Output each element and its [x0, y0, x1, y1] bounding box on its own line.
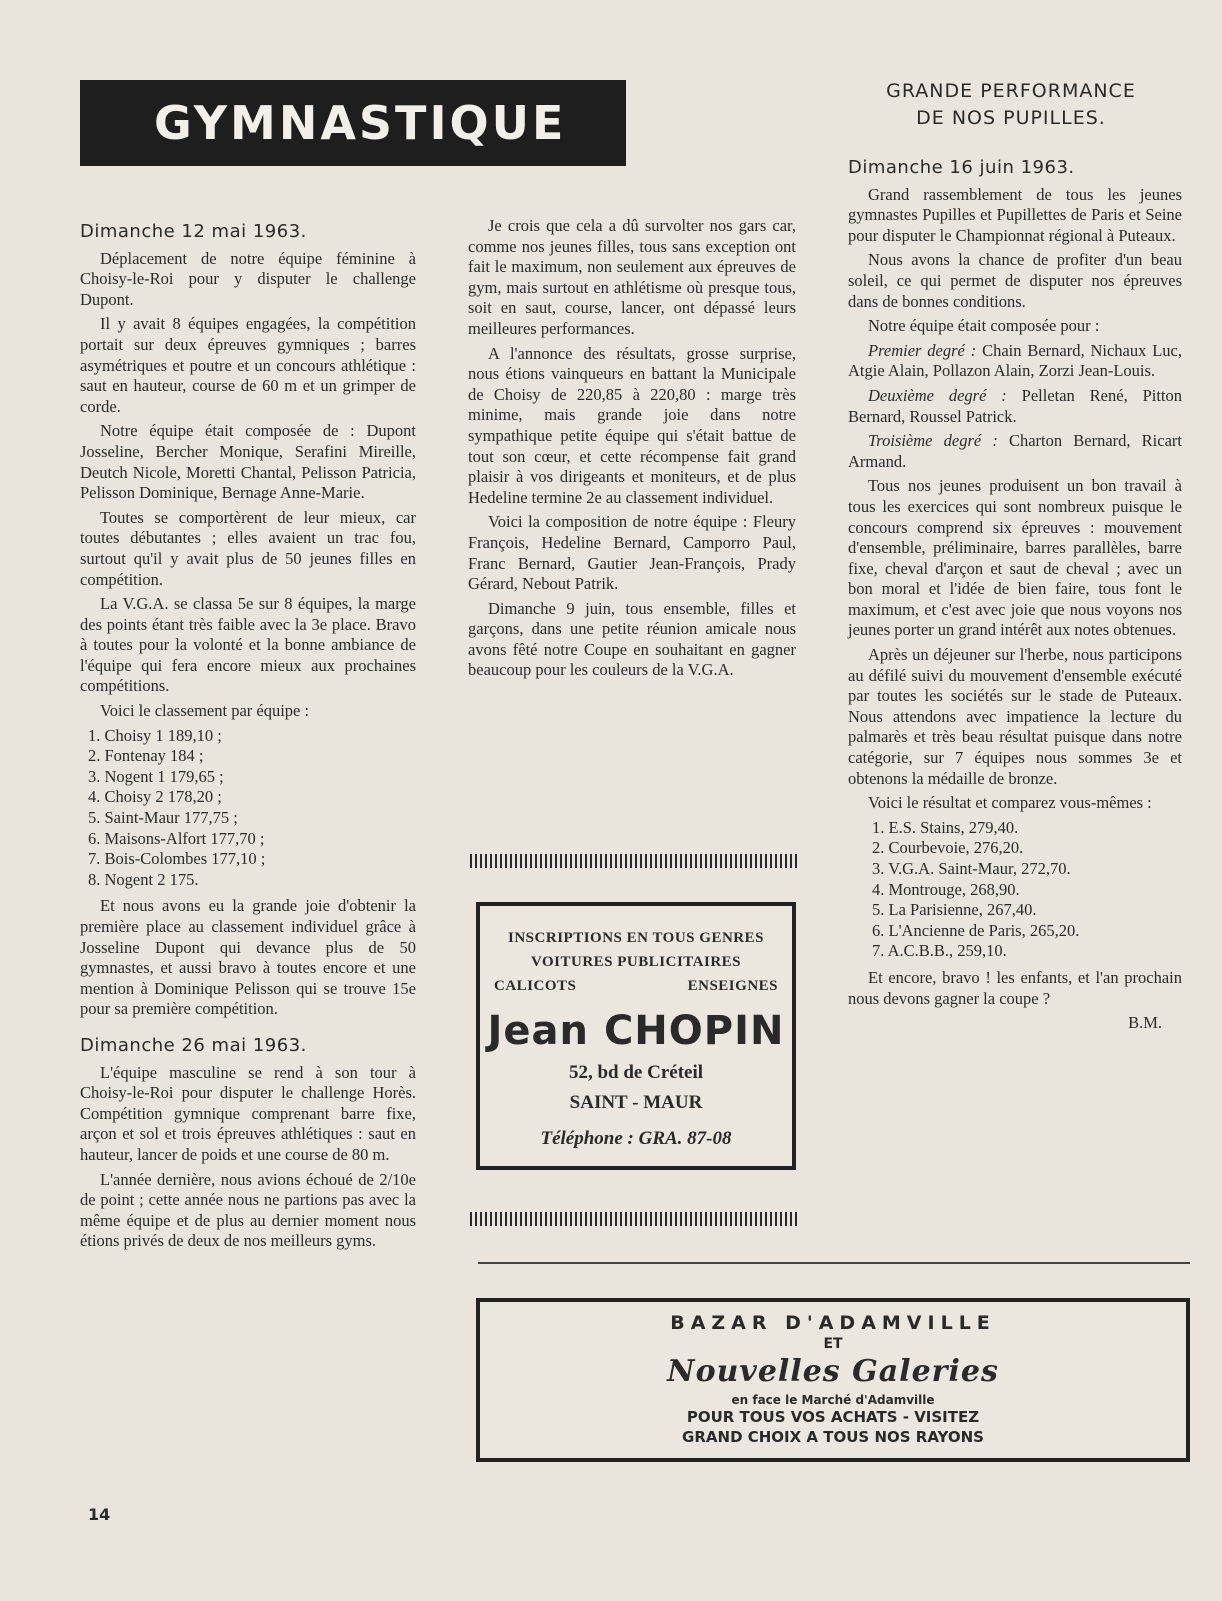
paragraph: [848, 341, 1182, 382]
list-item: 3. Nogent 1 179,65 ;: [88, 766, 224, 786]
ad-text: ENSEIGNES: [687, 978, 778, 994]
list-item: 1. E.S. Stains, 279,40.: [872, 817, 1019, 837]
section-title: GYMNASTIQUE: [154, 96, 567, 150]
list-item: 4. Choisy 2 178,20 ;: [88, 787, 222, 807]
ad-store-name: Nouvelles Galeries: [667, 1354, 999, 1389]
advertisement-chopin: [476, 902, 796, 1170]
ad-line: [480, 974, 792, 998]
column-2: [468, 216, 796, 685]
section-banner: [80, 80, 626, 166]
degree-names: Pelletan René, Pitton Bernard, Roussel Patrick.: [848, 385, 1183, 426]
date-heading: Dimanche 26 mai 1963.: [80, 1034, 307, 1056]
decorative-rule: [470, 1212, 798, 1226]
list-item: 6. Maisons-Alfort 177,70 ;: [88, 828, 265, 848]
list-item: 7. Bois-Colombes 177,10 ;: [88, 849, 266, 869]
list-item: 3. V.G.A. Saint-Maur, 272,70.: [872, 859, 1071, 878]
paragraph: Toutes se comportèrent de leur mieux, car toutes débutantes ; elles avaient un trac fou, surtout qu'il y avait plus de 50 jeunes filles en compétition.: [80, 507, 416, 589]
paragraph: Dimanche 9 juin, tous ensemble, filles et garçons, dans une petite réunion amicale nous avons fêté notre Coupe en souhaitant en gagner beaucoup pour les couleurs de la V.G.A.: [468, 598, 796, 680]
list-item: 8. Nogent 2 175.: [88, 869, 199, 889]
degree-names: Chain Bernard, Nichaux Luc, Atgie Alain, Pollazon Alain, Zorzi Jean-Louis.: [848, 340, 1183, 381]
paragraph: Et nous avons eu la grande joie d'obtenir la première place au classement individuel grâce à Josseline Dupont qui devance plus de 50 gymnastes, et aussi bravo à toutes encore et une mention à Dominique Pelisson qui se trouve 15e pour sa première compétition.: [80, 896, 416, 1019]
paragraph: [848, 431, 1182, 472]
list-item: 2. Courbevoie, 276,20.: [872, 838, 1024, 858]
list-item: 6. L'Ancienne de Paris, 265,20.: [872, 920, 1080, 940]
ad-line: en face le Marché d'Adamville: [731, 1393, 935, 1407]
article-headline-2: DE NOS PUPILLES.: [916, 107, 1106, 129]
paragraph: Après un déjeuner sur l'herbe, nous participons au défilé suivi du mouvement d'ensemble exécuté par toutes les sociétés sur le stade de Puteaux. Nous attendons avec impatience la lecture du palmarès et très beau résultat puisque dans notre catégorie, sur 7 équipes nous sommes 3e et obtenons la médaille de bronze.: [848, 645, 1182, 788]
paragraph: Il y avait 8 équipes engagées, la compétition portait sur deux épreuves gymniques ; barres asymétriques et poutre et un concours athlétique : saut en hauteur, course de 60 m et un grimper de corde.: [80, 314, 416, 416]
ad-phone: Téléphone : GRA. 87-08: [540, 1128, 732, 1149]
degree-label: Premier degré :: [868, 340, 977, 360]
paragraph: Voici le résultat et comparez vous-mêmes :: [868, 793, 1152, 813]
page-number: 14: [88, 1505, 111, 1524]
paragraph: A l'annonce des résultats, grosse surprise, nous étions vainqueurs en battant la Municipale de Choisy de 220,85 à 220,80 : marge très minime, mais grande joie dans notre sympathique petite équipe qui s'était battue de tout son cœur, et cette récompense fait grand plaisir à vos dirigeants et moniteurs, et de plus Hedeline termine 2e au classement individuel.: [468, 343, 796, 507]
team-ranking-list: [80, 726, 416, 891]
paragraph: Notre équipe était composée de : Dupont Josseline, Bercher Monique, Serafini Mireille, Deutch Nicole, Moretti Chantal, Pelisson Patricia, Pelisson Dominique, Bernage Anne-Marie.: [80, 421, 416, 503]
ad-business-name: Jean CHOPIN: [487, 1008, 785, 1054]
paragraph: L'équipe masculine se rend à son tour à Choisy-le-Roi pour disputer le challenge Horès. Compétition gymnique comprenant barre fixe, arçon et sol et trois épreuves athlétiques : saut en hauteur, lancer de poids et une course de 80 m.: [80, 1062, 416, 1164]
ad-text: CALICOTS: [494, 978, 577, 994]
list-item: 4. Montrouge, 268,90.: [872, 879, 1020, 899]
paragraph: Tous nos jeunes produisent un bon travail à tous les exercices qui sont nombreux puisque le concours comprend six épreuves : mouvement d'ensemble, préliminaire, barres parallèles, barre fixe, cheval d'arçon et saut de cheval ; avec un bon moral et l'idée de bien faire, tous font le maximum, et c'est avec joie que nous voyons nos jeunes porter un grand intérêt aux notes obtenues.: [848, 476, 1182, 640]
ad-line: BAZAR D'ADAMVILLE: [670, 1312, 996, 1334]
ad-line: POUR TOUS VOS ACHATS - VISITEZ: [686, 1408, 980, 1426]
ad-line: VOITURES PUBLICITAIRES: [530, 954, 742, 970]
article-header: [846, 78, 1176, 132]
column-1: [80, 222, 416, 1256]
advertisement-bazar: [476, 1298, 1190, 1462]
date-heading: Dimanche 16 juin 1963.: [848, 157, 1075, 178]
paragraph: Voici le classement par équipe :: [100, 701, 310, 721]
list-item: 5. Saint-Maur 177,75 ;: [88, 808, 238, 828]
ad-line: INSCRIPTIONS EN TOUS GENRES: [508, 930, 764, 946]
list-item: 2. Fontenay 184 ;: [88, 746, 204, 766]
paragraph: La V.G.A. se classa 5e sur 8 équipes, la marge des points étant très faible avec la 3e place. Bravo à toutes pour la volonté et la bonne ambiance de l'équipe qui fera encore mieux aux prochaines compétitions.: [80, 594, 416, 696]
championship-results-list: [848, 818, 1182, 962]
list-item: 1. Choisy 1 189,10 ;: [88, 725, 222, 745]
degree-names: Charton Bernard, Ricart Armand.: [848, 431, 1182, 471]
paragraph: Notre équipe était composée pour :: [868, 316, 1100, 336]
paragraph: Et encore, bravo ! les enfants, et l'an prochain nous devons gagner la coupe ?: [848, 967, 1182, 1008]
article-headline-1: GRANDE PERFORMANCE: [886, 80, 1136, 102]
paragraph: [848, 386, 1182, 427]
divider: [478, 1262, 1190, 1264]
ad-line: ET: [823, 1336, 843, 1352]
column-3: [848, 158, 1182, 1034]
paragraph: Je crois que cela a dû survolter nos gars car, comme nos jeunes filles, tous sans exception ont fait le maximum, non seulement aux épreuves de gym, mais surtout en athlétisme où presque tous, soit en saut, course, lancer, ont dépassé leurs meilleures performances.: [468, 216, 796, 338]
paragraph: Déplacement de notre équipe féminine à Choisy-le-Roi pour y disputer le challenge Dupont.: [80, 248, 416, 309]
paragraph: L'année dernière, nous avions échoué de 2/10e de point ; cette année nous ne partions pas avec la même équipe et de plus au dernier moment nous étions privés de deux de nos meilleurs gyms.: [80, 1169, 416, 1251]
ad-address: SAINT - MAUR: [569, 1092, 703, 1113]
date-heading: Dimanche 12 mai 1963.: [80, 221, 307, 242]
decorative-rule: [470, 854, 798, 868]
degree-label: Deuxième degré :: [868, 385, 1007, 405]
signature: B.M.: [1128, 1013, 1162, 1033]
ad-address: 52, bd de Créteil: [568, 1062, 704, 1083]
paragraph: Grand rassemblement de tous les jeunes gymnastes Pupilles et Pupillettes de Paris et Seine pour disputer le Championnat régional à Puteaux.: [848, 184, 1182, 245]
paragraph: Voici la composition de notre équipe : Fleury François, Hedeline Bernard, Camporro Paul, Franc Bernard, Gautier Jean-François, Prady Gérard, Nebout Patrik.: [468, 512, 796, 594]
degree-label: Troisième degré :: [868, 431, 998, 451]
list-item: 7. A.C.B.B., 259,10.: [872, 941, 1007, 961]
ad-line: GRAND CHOIX A TOUS NOS RAYONS: [682, 1428, 984, 1446]
paragraph: Nous avons la chance de profiter d'un beau soleil, ce qui permet de disputer nos épreuves dans de bonnes conditions.: [848, 250, 1182, 311]
list-item: 5. La Parisienne, 267,40.: [872, 900, 1037, 920]
